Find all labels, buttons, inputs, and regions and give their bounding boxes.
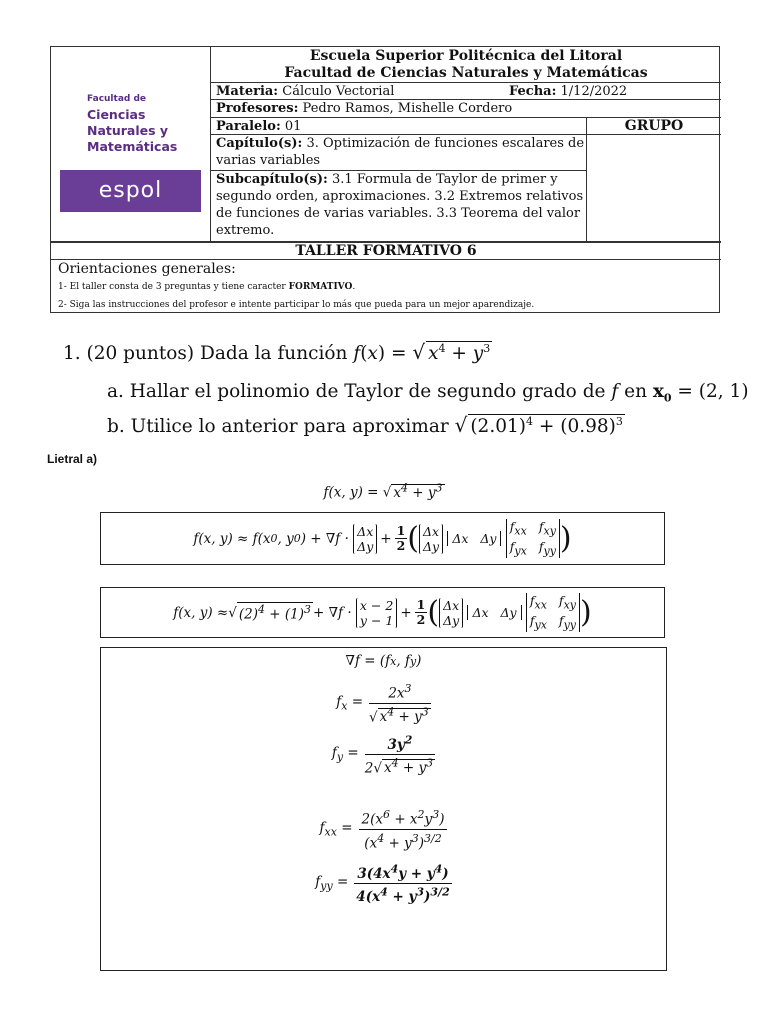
institution-title: Escuela Superior Politécnica del Litoral Facultad de Ciencias Naturales y Matemáticas [211, 47, 721, 83]
gradient-definition: ∇f = (f x , f y ) [345, 653, 422, 669]
problem-1a: a. Hallar el polinomio de Taylor de segundo grado de f en $x_0 = (2$, 1) [107, 381, 749, 405]
taylor-formula: f(x, y) ≈ f(x 0 , y 0 ) + ∇f · Δx Δy + $\frac{1}{2}$ ( Δx Δy Δx Δy $f_{xx}$ $f_{xy}$ $f_{yx}$ $f_{yy}$ ) [193, 519, 572, 557]
capitulo-row: Capítulo(s): 3. Optimización de funciones escalares de varias variables [211, 135, 587, 171]
problem-1b: b. Utilice lo anterior para aproximar √ $(2.01)^4 + (0.98)^3$ [107, 413, 623, 437]
profesores-row: Profesores: Pedro Ramos, Mishelle Cordero [211, 100, 721, 118]
materia-row: Materia: Cálculo Vectorial Fecha: 1/12/2022 [211, 83, 721, 100]
function-definition: f(x, y) = √ $x^4 + y^3$ [323, 481, 443, 501]
fxx-derivative: $f_{xx}$ = $\frac{2(x^6 + x^2y^3)}{(x^4 + y^3)^{3/2}}$ [101, 806, 666, 852]
fyy-derivative: $f_{yy}$ = $\frac{3(4x^4y + y^4)}{4(x^4 + y^3)^{3/2}}$ [315, 862, 450, 905]
fy-derivative: $f_y$ = $\frac{3y^2}{2√ x^4 + y^3}$ [331, 733, 434, 776]
taller-title: TALLER FORMATIVO 6 [51, 242, 721, 260]
orientaciones: Orientaciones generales: 1- El taller consta de 3 preguntas y tiene caracter FORMATIVO. 2- Siga las instrucciones del profesor e intente participar lo más que pueda para un mejor aparendizaje. [51, 260, 721, 314]
header-table [50, 46, 720, 313]
taylor-formula-box [100, 512, 665, 565]
fecha: Fecha: 1/12/2022 [509, 84, 628, 99]
subcapitulo-row: Subcapítulo(s): 3.1 Formula de Taylor de primer y segundo orden, aproximaciones. 3.2 Extremos relativos de funciones de varias variables. 3.3 Teorema del valor extremo. [211, 171, 587, 242]
orientacion-1: 1- El taller consta de 3 preguntas y tiene caracter FORMATIVO. [58, 282, 356, 292]
section-label: Lietral a) [47, 452, 98, 466]
faculty-logo-text: Facultad de Ciencias Naturales y Matemáticas [87, 94, 178, 154]
grupo-label: GRUPO [587, 118, 721, 135]
orientacion-2: 2- Siga las instrucciones del profesor e intente participar lo más que pueda para un mejor aparendizaje. [58, 300, 535, 310]
fx-derivative: $f_x$ = $\frac{2x^3}{√ x^4 + y^3}$ [336, 682, 429, 725]
paralelo-row: Paralelo: 01 [211, 118, 587, 135]
taylor-substituted-box [100, 587, 665, 638]
problem-1: 1. (20 puntos) Dada la función f(x) = √ $x^4 + y^3$ [63, 340, 491, 364]
derivatives-box [100, 647, 667, 971]
espol-logo: espol [60, 170, 201, 212]
faculty-logo [51, 47, 211, 242]
grupo-box [587, 135, 721, 242]
taylor-substituted: f(x, y) ≈ √ $(2)^4 + (1)^3$ + ∇f · x − 2 y − 1 + $\frac{1}{2}$ ( Δx Δy Δx Δy $f_{xx}$ $f_{xy}$ $f_{yx}$ $f_{yy}$ ) [173, 593, 592, 631]
